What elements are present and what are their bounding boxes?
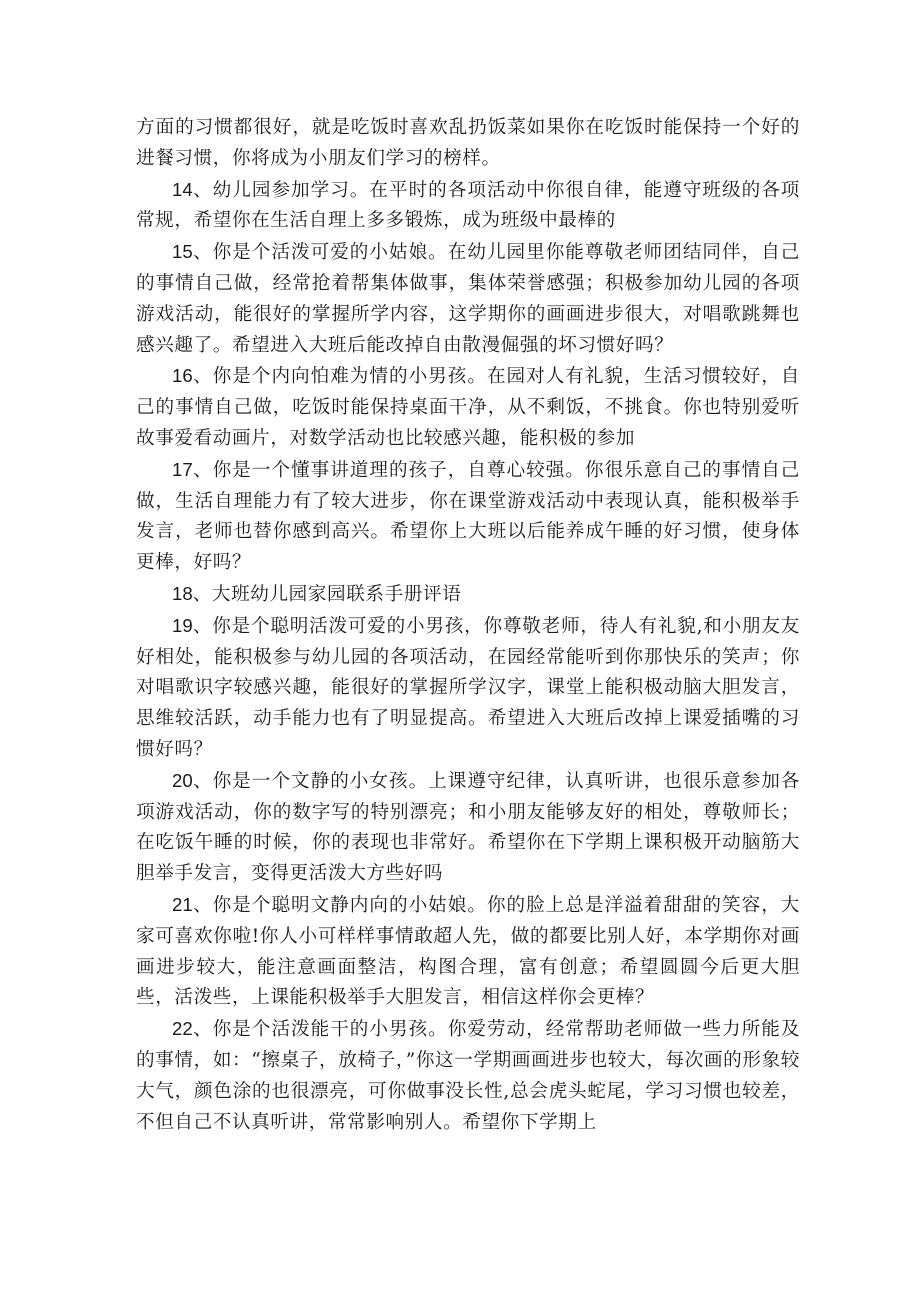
paragraph-text: 、你是一个文静的小女孩。上课遵守纪律，认真听讲，也很乐意参加各项游戏活动，你的数字写的特别漂亮；和小朋友能够友好的相处，尊敬师长；在吃饭午睡的时候，你的表现也非常好。希望你在下学期上课积极开动脑筋大胆举手发言，变得更活泼大方些好吗 [136, 770, 800, 885]
paragraph-17 [136, 455, 800, 579]
paragraph-18 [136, 579, 800, 611]
paragraph-15 [136, 237, 800, 361]
paragraph-number: 18 [172, 582, 193, 604]
paragraph-20 [136, 766, 800, 890]
paragraph-16 [136, 361, 800, 454]
paragraph-22 [136, 1014, 800, 1138]
paragraph-number: 22 [172, 1018, 193, 1040]
paragraph-number: 21 [172, 893, 193, 915]
paragraph-text: 方面的习惯都很好，就是吃饭时喜欢乱扔饭菜如果你在吃饭时能保持一个好的进餐习惯，你将成为小朋友们学习的榜样。 [136, 117, 800, 169]
paragraph-number: 14 [172, 178, 193, 200]
paragraph-text: 、幼儿园参加学习。在平时的各项活动中你很自律，能遵守班级的各项常规，希望你在生活自理上多多锻炼，成为班级中最棒的 [136, 179, 800, 232]
paragraph-19 [136, 611, 800, 766]
paragraph-text: 、你是个聪明活泼可爱的小男孩，你尊敬老师，待人有礼貌,和小朋友友好相处，能积极参与幼儿园的各项活动，在园经常能听到你那快乐的笑声；你对唱歌识字较感兴趣，能很好的掌握所学汉字，课堂上能积极动脑大胆发言，思维较活跃，动手能力也有了明显提高。希望进入大班后改掉上课爱插嘴的习惯好吗？ [136, 615, 800, 760]
paragraph-text: 、你是个聪明文静内向的小姑娘。你的脸上总是洋溢着甜甜的笑容，大家可喜欢你啦!你人小可样样事情敢超人先，做的都要比别人好，本学期你对画画进步较大，能注意画面整洁，构图合理，富有创意；希望圆圆今后更大胆些，活泼些，上课能积极举手大胆发言，相信这样你会更棒？ [136, 894, 800, 1009]
paragraph-number: 15 [172, 241, 193, 263]
paragraph-number: 20 [172, 769, 193, 791]
paragraph-number: 16 [172, 365, 193, 387]
paragraph-number: 19 [172, 614, 193, 636]
document-body [136, 112, 800, 1138]
paragraph-number: 17 [172, 458, 193, 480]
paragraph-text: 、你是个内向怕难为情的小男孩。在园对人有礼貌，生活习惯较好，自己的事情自己做，吃饭时能保持桌面干净，从不剩饭，不挑食。你也特别爱听故事爱看动画片，对数学活动也比较感兴趣，能积极的参加 [136, 366, 800, 449]
paragraph-21 [136, 890, 800, 1014]
paragraph-text: 、你是一个懂事讲道理的孩子，自尊心较强。你很乐意自己的事情自己做，生活自理能力有了较大进步，你在课堂游戏活动中表现认真，能积极举手发言，老师也替你感到高兴。希望你上大班以后能养成午睡的好习惯，使身体更棒，好吗？ [136, 459, 800, 574]
paragraph-continued [136, 112, 800, 175]
paragraph-text: 、你是个活泼可爱的小姑娘。在幼儿园里你能尊敬老师团结同伴，自己的事情自己做，经常抢着帮集体做事，集体荣誉感强；积极参加幼儿园的各项游戏活动，能很好的掌握所学内容，这学期你的画画进步很大，对唱歌跳舞也感兴趣了。希望进入大班后能改掉自由散漫倔强的坏习惯好吗？ [136, 242, 800, 356]
paragraph-text: 、大班幼儿园家园联系手册评语 [192, 583, 462, 605]
paragraph-14 [136, 175, 800, 238]
paragraph-text: 、你是个活泼能干的小男孩。你爱劳动，经常帮助老师做一些力所能及的事情，如：“擦桌子，放椅子，”你这一学期画画进步也较大，每次画的形象较大气，颜色涂的也很漂亮，可你做事没长性,总会虎头蛇尾，学习习惯也较差，不但自己不认真听讲，常常影响别人。希望你下学期上 [136, 1019, 800, 1133]
